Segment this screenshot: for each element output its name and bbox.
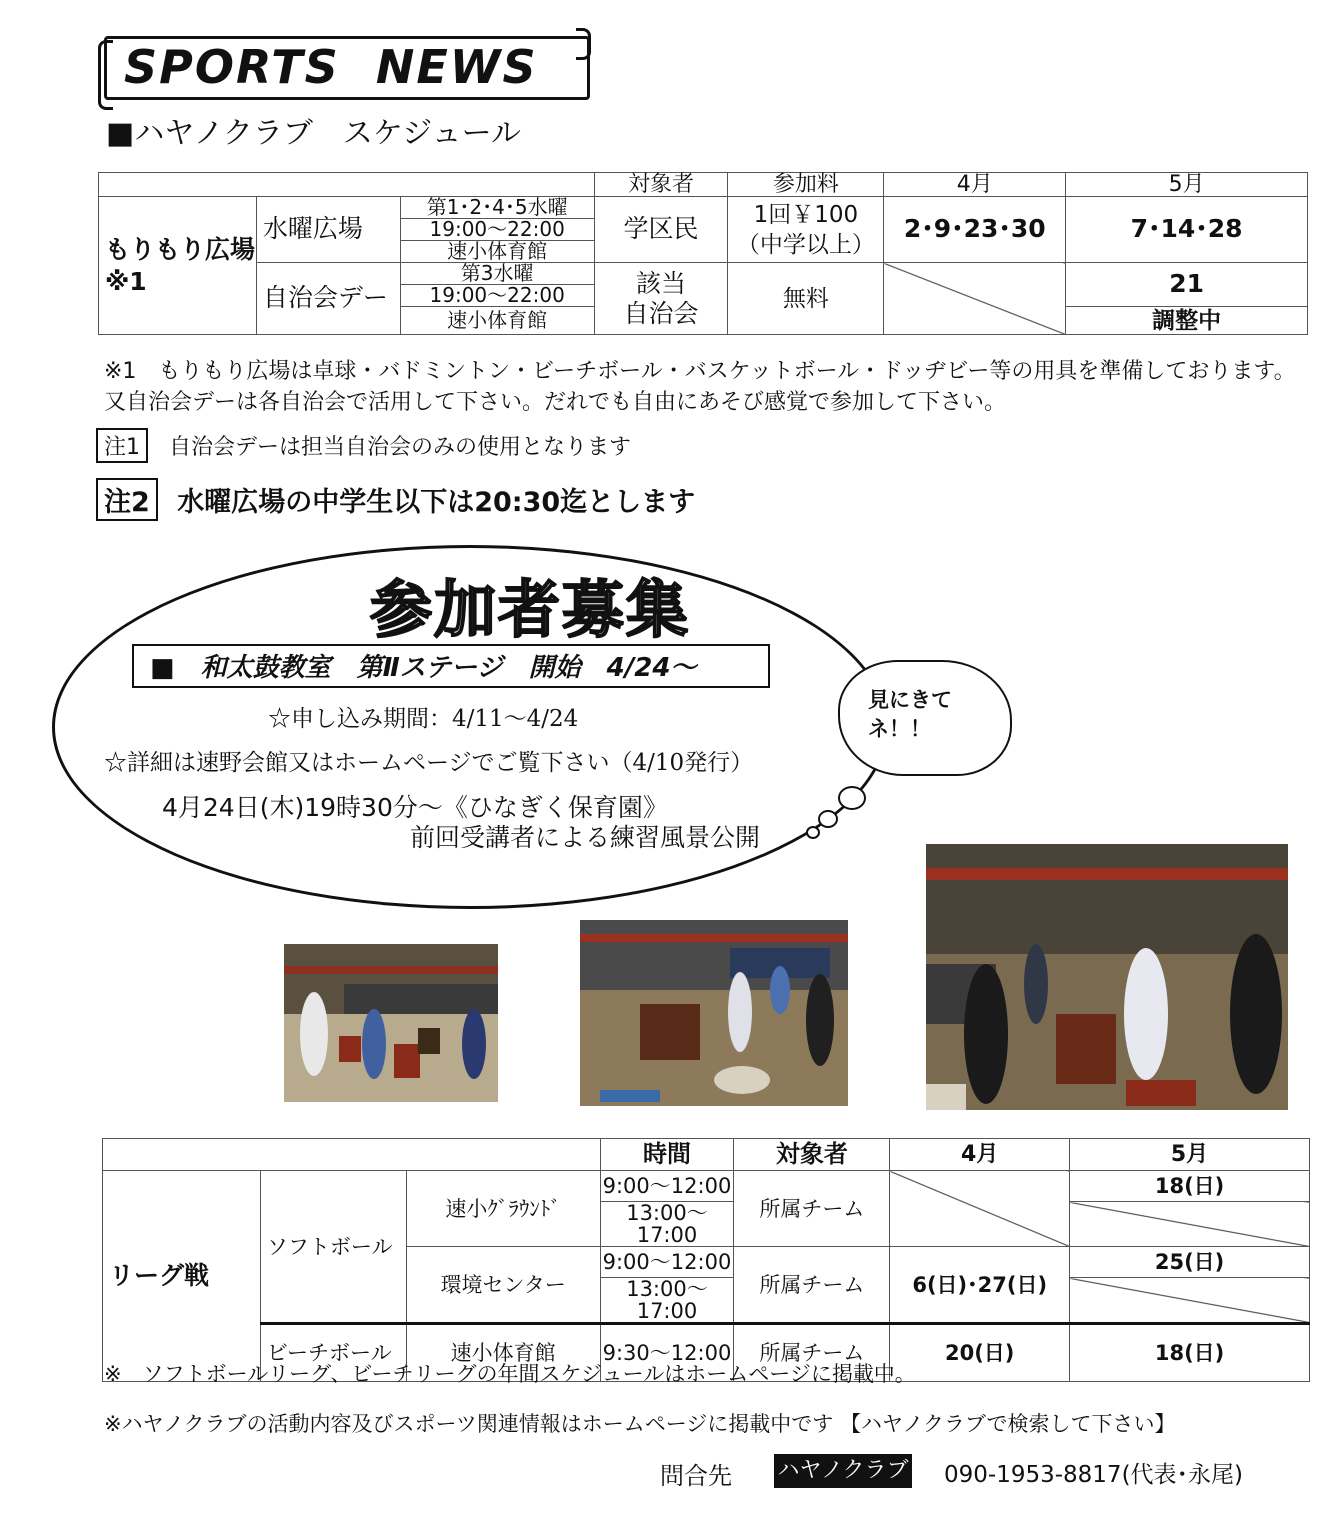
banner-scroll-right [576, 28, 591, 60]
league-header-time: 時間 [600, 1139, 734, 1171]
footer-note-1: ※ ソフトボールリーグ、ビーチリーグの年間スケジュールはホームページに掲載中。 [104, 1362, 916, 1386]
league-venue-center: 環境センター [406, 1247, 600, 1324]
row-target-line2: 自治会 [623, 298, 699, 328]
league-table [102, 1138, 1310, 1382]
taiko-photo-2 [580, 920, 848, 1106]
row-april-empty [884, 263, 1066, 335]
header-april: 4月 [884, 173, 1066, 197]
row-april: 2･9･23･30 [884, 197, 1066, 263]
details-info: ☆詳細は速野会館又はホームページでご覧下さい（4/10発行） [104, 750, 754, 776]
league-softball: ソフトボール [260, 1171, 406, 1324]
league-time-pm: 13:00～17:00 [600, 1278, 734, 1324]
banner-title: SPORTS NEWS [124, 40, 538, 94]
league-header-april: 4月 [890, 1139, 1070, 1171]
row-name-jichikai: 自治会デー [256, 263, 400, 335]
row-place: 速小体育館 [400, 241, 594, 263]
league-target: 所属チーム [734, 1171, 890, 1247]
contact-phone: 090-1953-8817(代表･永尾) [944, 1462, 1244, 1488]
contact-label: 問合先 [660, 1462, 732, 1490]
league-header-target: 対象者 [734, 1139, 890, 1171]
league-target: 所属チーム [734, 1247, 890, 1324]
league-header-may: 5月 [1070, 1139, 1310, 1171]
league-center-may-am: 25(日) [1070, 1247, 1310, 1278]
header-may: 5月 [1066, 173, 1308, 197]
banner-scroll-left [98, 40, 113, 110]
league-center-april: 6(日)･27(日) [890, 1247, 1070, 1324]
note-1-line2: 又自治会デーは各自治会で活用して下さい。だれでも自由にあそび感覚で参加して下さい。 [104, 390, 1007, 415]
taiko-class-title: ■ 和太鼓教室 第Ⅱステージ 開始 4/24～ [132, 644, 770, 688]
section-title: ■ハヤノクラブ スケジュール [106, 116, 522, 151]
league-time-am: 9:00～12:00 [600, 1247, 734, 1278]
cloud-line2: ネ！！ [868, 717, 931, 741]
league-ground-may-pm-empty [1070, 1202, 1310, 1247]
chuu-2 [96, 478, 695, 521]
row-name-wednesday: 水曜広場 [256, 197, 400, 263]
chuu-1 [96, 428, 631, 463]
cloud-text [868, 686, 952, 744]
row-target: 学区民 [594, 197, 728, 263]
taiko-photo-1 [284, 944, 498, 1102]
event-name: もりもり広場 [105, 234, 256, 264]
league-ground-may-am: 18(日) [1070, 1171, 1310, 1202]
recruit-heading: 参加者募集 [370, 573, 691, 646]
row-time: 19:00～22:00 [400, 285, 594, 307]
note-1-line1: ※1 もりもり広場は卓球・バドミントン・ビーチボール・バスケットボール・ドッヂビー等の用具を準備しております。 [104, 359, 1296, 384]
row-time: 19:00～22:00 [400, 219, 594, 241]
league-venue-gym: 速小体育館 [406, 1324, 600, 1382]
league-time-pm: 13:00～17:00 [600, 1202, 734, 1247]
league-time-beach: 9:30～12:00 [600, 1324, 734, 1382]
contact-club: ハヤノクラブ [774, 1454, 912, 1488]
cloud-bubble-small [806, 826, 820, 839]
event-description: 前回受講者による練習風景公開 [410, 823, 761, 852]
league-beach-may: 18(日) [1070, 1324, 1310, 1382]
chuu-2-text: 水曜広場の中学生以下は20:30迄とします [177, 487, 696, 518]
row-days: 第1･2･4･5水曜 [400, 197, 594, 219]
event-date: 4月24日(木)19時30分～《ひなぎく保育園》 [162, 793, 668, 822]
note-1 [104, 356, 1314, 418]
schedule-table [98, 172, 1308, 335]
chuu-2-label: 注2 [96, 478, 158, 521]
row-may: 7･14･28 [1066, 197, 1308, 263]
league-target: 所属チーム [734, 1324, 890, 1382]
row-place: 速小体育館 [400, 307, 594, 335]
chuu-1-text: 自治会デーは担当自治会のみの使用となります [169, 435, 632, 460]
apply-period: ☆申し込み期間：4/11～4/24 [268, 706, 579, 732]
league-time-am: 9:00～12:00 [600, 1171, 734, 1202]
row-target-line1: 該当 [636, 268, 687, 298]
row-fee-line2: （中学以上） [736, 231, 875, 258]
header-target: 対象者 [594, 173, 728, 197]
cloud-bubble-large [838, 786, 866, 810]
row-fee-line1: 1回￥100 [753, 201, 859, 228]
cloud-line1: 見にきて [868, 688, 952, 712]
taiko-photo-3 [926, 844, 1288, 1110]
cloud-bubble-medium [818, 810, 838, 828]
league-center-may-pm-empty [1070, 1278, 1310, 1324]
league-beach: ビーチボール [260, 1324, 406, 1382]
row-may-line1: 21 [1066, 263, 1308, 307]
footer-note-2: ※ハヤノクラブの活動内容及びスポーツ関連情報はホームページに掲載中です 【ハヤノクラブで検索して下さい】 [104, 1412, 1176, 1436]
chuu-1-label: 注1 [96, 428, 148, 463]
row-may-line2: 調整中 [1066, 307, 1308, 335]
league-event: リーグ戦 [103, 1171, 261, 1382]
league-beach-april: 20(日) [890, 1324, 1070, 1382]
row-days: 第3水曜 [400, 263, 594, 285]
event-mark: ※1 [105, 266, 147, 296]
league-ground-april-empty [890, 1171, 1070, 1247]
row-fee: 無料 [728, 263, 884, 335]
header-fee: 参加料 [728, 173, 884, 197]
league-venue-ground: 速小ｸﾞﾗｳﾝﾄﾞ [406, 1171, 600, 1247]
